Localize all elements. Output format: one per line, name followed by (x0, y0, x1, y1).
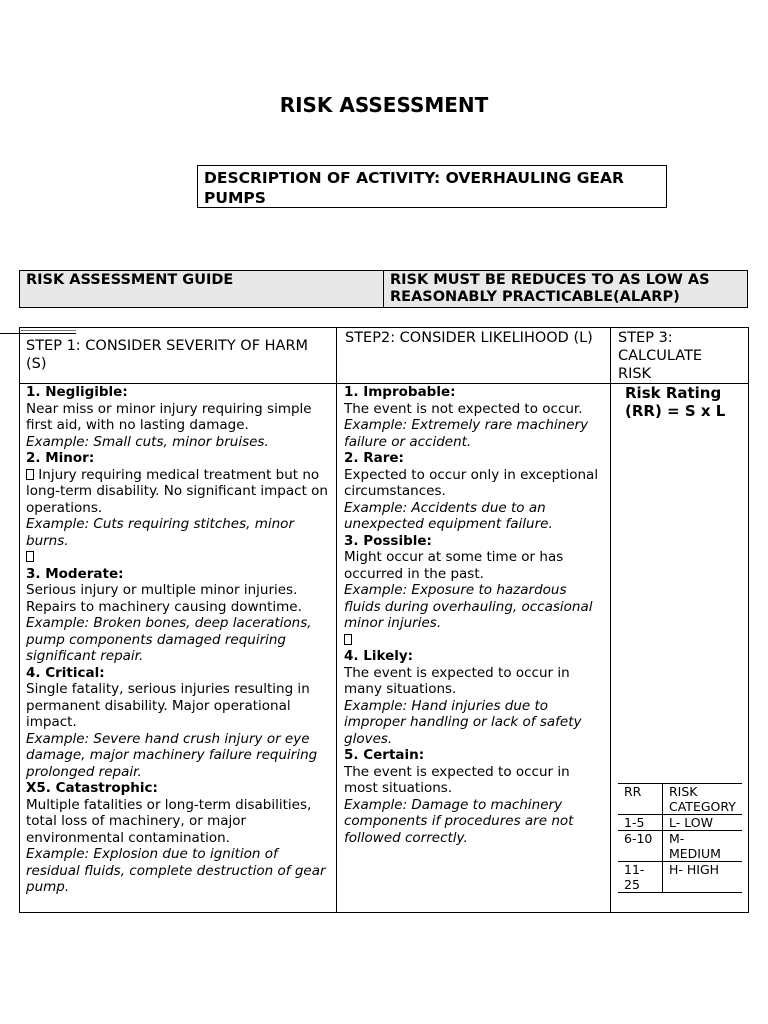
table-row (618, 784, 742, 815)
risk-rating-formula: Risk Rating (RR) = S x L (625, 384, 726, 420)
risk-table (19, 327, 749, 913)
guide-table (19, 270, 748, 308)
table-row (618, 831, 742, 862)
likelihood-heading: 2. Rare: (344, 450, 404, 466)
severity-text: Injury requiring medical treatment but no long-term disability. No significant impact on operations. (26, 466, 328, 516)
severity-example: Example: Broken bones, deep lacerations, pump components damaged requiring significant repair. (26, 615, 312, 664)
severity-heading: 4. Critical: (26, 664, 105, 681)
severity-heading: X5. Catastrophic: (26, 780, 158, 796)
step2-header: STEP2: CONSIDER LIKELIHOOD (L) (345, 330, 593, 346)
likelihood-text: Might occur at some time or has occurred in the past. (344, 549, 564, 582)
placeholder-glyph-icon (26, 551, 34, 562)
severity-text: Near miss or minor injury requiring simple first aid, with no lasting damage. (26, 400, 312, 433)
severity-column (26, 384, 332, 896)
table-cell: H- HIGH (663, 862, 743, 893)
likelihood-text: The event is expected to occur in most situations. (344, 763, 570, 796)
severity-example: Example: Small cuts, minor bruises. (26, 433, 269, 450)
table-header-cell: RISK CATEGORY (663, 784, 743, 815)
severity-heading: 1. Negligible: (26, 384, 128, 400)
likelihood-example: Example: Accidents due to an unexpected equipment failure. (344, 499, 553, 532)
table-cell: L- LOW (663, 815, 743, 831)
table-cell: 1-5 (618, 815, 663, 831)
step3-header: STEP 3: CALCULATE RISK (618, 330, 703, 382)
page-title: RISK ASSESSMENT (279, 93, 489, 117)
guide-right-cell: RISK MUST BE REDUCES TO AS LOW AS REASONABLY PRACTICABLE(ALARP) (390, 272, 710, 305)
severity-example: Example: Cuts requiring stitches, minor burns. (26, 516, 294, 549)
placeholder-glyph-icon (344, 634, 352, 645)
risk-category-table (618, 783, 742, 893)
step1-header: STEP 1: CONSIDER SEVERITY OF HARM (S) (26, 338, 309, 372)
guide-left-cell: RISK ASSESSMENT GUIDE (20, 271, 384, 307)
column-divider (336, 328, 337, 912)
severity-example: Example: Explosion due to ignition of residual fluids, complete destruction of gear pump. (26, 846, 326, 895)
likelihood-text: The event is expected to occur in many situations. (344, 664, 570, 697)
likelihood-example: Example: Hand injuries due to improper handling or lack of safety gloves. (344, 697, 582, 747)
table-header-cell: RR (618, 784, 663, 815)
severity-text: Multiple fatalities or long-term disabilities, total loss of machinery, or major environmental contamination. (26, 796, 312, 846)
severity-heading: 3. Moderate: (26, 565, 124, 582)
activity-description: DESCRIPTION OF ACTIVITY: OVERHAULING GEAR PUMPS (197, 165, 667, 208)
likelihood-heading: 5. Certain: (344, 747, 425, 763)
column-divider (610, 328, 611, 912)
severity-text: Serious injury or multiple minor injuries. Repairs to machinery causing downtime. (26, 582, 302, 615)
likelihood-heading: 3. Possible: (344, 532, 432, 549)
table-cell: 11-25 (618, 862, 663, 893)
likelihood-column (344, 384, 606, 846)
table-row (618, 815, 742, 831)
table-cell: M- MEDIUM (663, 831, 743, 862)
placeholder-glyph-icon (26, 469, 34, 480)
table-cell: 6-10 (618, 831, 663, 862)
likelihood-example: Example: Extremely rare machinery failure or accident. (344, 417, 589, 450)
likelihood-example: Example: Damage to machinery components if procedures are not followed correctly. (344, 796, 574, 846)
severity-example: Example: Severe hand crush injury or eye damage, major machinery failure requiring prolonged repair. (26, 730, 318, 780)
likelihood-example: Example: Exposure to hazardous fluids during overhauling, occasional minor injuries. (344, 582, 593, 631)
likelihood-heading: 4. Likely: (344, 648, 414, 664)
severity-heading: 2. Minor: (26, 450, 95, 466)
likelihood-text: Expected to occur only in exceptional circumstances. (344, 466, 599, 499)
severity-text: Single fatality, serious injuries resulting in permanent disability. Major operational impact. (26, 681, 310, 730)
table-row (618, 862, 742, 893)
likelihood-text: The event is not expected to occur. (344, 400, 583, 417)
likelihood-heading: 1. Improbable: (344, 384, 456, 400)
